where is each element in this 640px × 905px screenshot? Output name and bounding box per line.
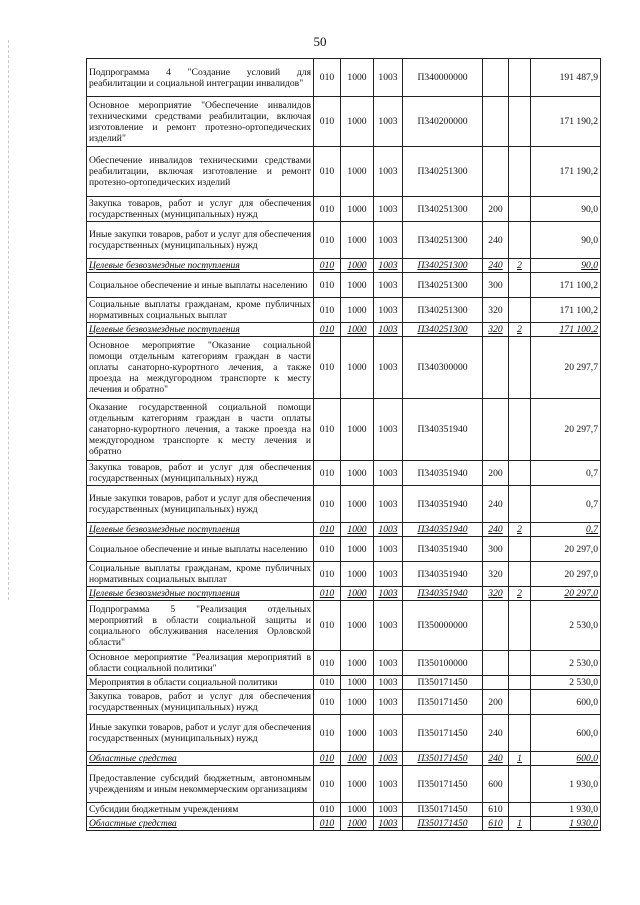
target-article-cell: П340251300: [403, 147, 483, 197]
amount-cell: 600,0: [531, 690, 601, 715]
expense-type-cell: 600: [483, 766, 509, 803]
row-name-cell: Социальные выплаты гражданам, кроме публичных нормативных социальных выплат: [87, 562, 314, 587]
funding-source-cell: 2: [509, 323, 531, 337]
expense-type-cell: [483, 59, 509, 97]
row-name-cell: Закупка товаров, работ и услуг для обеспечения государственных (муниципальных) нужд: [87, 197, 314, 222]
target-article-cell: П340251300: [403, 273, 483, 298]
table-row: [87, 59, 601, 97]
funding-source-cell: 2: [509, 259, 531, 273]
expense-type-cell: 240: [483, 715, 509, 752]
row-name-cell: Областные средства: [87, 817, 314, 831]
subsection-code-cell: 1003: [374, 298, 403, 323]
expense-type-cell: 240: [483, 523, 509, 537]
funding-source-cell: [509, 461, 531, 486]
amount-cell: 0,7: [531, 486, 601, 523]
amount-cell: 600,0: [531, 752, 601, 766]
section-code-cell: 1000: [341, 461, 374, 486]
amount-cell: 1 930,0: [531, 817, 601, 831]
target-article-cell: П340251300: [403, 222, 483, 259]
amount-cell: 20 297,7: [531, 337, 601, 399]
table-row: [87, 222, 601, 259]
funding-source-cell: [509, 337, 531, 399]
target-article-cell: П350171450: [403, 690, 483, 715]
section-code-cell: 1000: [341, 523, 374, 537]
expense-type-cell: 320: [483, 562, 509, 587]
row-name-cell: Закупка товаров, работ и услуг для обеспечения государственных (муниципальных) нужд: [87, 690, 314, 715]
table-row: [87, 715, 601, 752]
expense-type-cell: [483, 399, 509, 461]
target-article-cell: П340351940: [403, 537, 483, 562]
table-row: [87, 486, 601, 523]
table-row: [87, 337, 601, 399]
funding-source-cell: [509, 147, 531, 197]
funding-source-cell: [509, 399, 531, 461]
section-code-cell: 1000: [341, 399, 374, 461]
subsection-code-cell: 1003: [374, 273, 403, 298]
table-row: [87, 587, 601, 601]
row-name-cell: Иные закупки товаров, работ и услуг для обеспечения государственных (муниципальных) нужд: [87, 486, 314, 523]
target-article-cell: П340251300: [403, 323, 483, 337]
table-row: [87, 601, 601, 651]
subsection-code-cell: 1003: [374, 259, 403, 273]
section-code-cell: 1000: [341, 715, 374, 752]
row-name-cell: Предоставление субсидий бюджетным, автономным учреждениям и иным некоммерческим организациям: [87, 766, 314, 803]
target-article-cell: П350171450: [403, 715, 483, 752]
expense-type-cell: 320: [483, 298, 509, 323]
row-name-cell: Иные закупки товаров, работ и услуг для обеспечения государственных (муниципальных) нужд: [87, 222, 314, 259]
grbs-code-cell: 010: [314, 461, 341, 486]
amount-cell: 171 190,2: [531, 97, 601, 147]
table-row: [87, 399, 601, 461]
row-name-cell: Социальные выплаты гражданам, кроме публичных нормативных социальных выплат: [87, 298, 314, 323]
funding-source-cell: [509, 601, 531, 651]
section-code-cell: 1000: [341, 337, 374, 399]
expense-type-cell: 200: [483, 690, 509, 715]
grbs-code-cell: 010: [314, 259, 341, 273]
expense-type-cell: [483, 676, 509, 690]
binding-margin-line: [8, 40, 10, 600]
subsection-code-cell: 1003: [374, 690, 403, 715]
subsection-code-cell: 1003: [374, 676, 403, 690]
expense-type-cell: 300: [483, 537, 509, 562]
funding-source-cell: [509, 562, 531, 587]
row-name-cell: Мероприятия в области социальной политики: [87, 676, 314, 690]
table-row: [87, 817, 601, 831]
target-article-cell: П340351940: [403, 461, 483, 486]
target-article-cell: П350171450: [403, 766, 483, 803]
grbs-code-cell: 010: [314, 817, 341, 831]
funding-source-cell: [509, 537, 531, 562]
amount-cell: 2 530,0: [531, 601, 601, 651]
funding-source-cell: 1: [509, 752, 531, 766]
expense-type-cell: 320: [483, 323, 509, 337]
subsection-code-cell: 1003: [374, 59, 403, 97]
expense-type-cell: 200: [483, 197, 509, 222]
grbs-code-cell: 010: [314, 766, 341, 803]
subsection-code-cell: 1003: [374, 601, 403, 651]
amount-cell: 600,0: [531, 715, 601, 752]
grbs-code-cell: 010: [314, 715, 341, 752]
subsection-code-cell: 1003: [374, 323, 403, 337]
table-row: [87, 298, 601, 323]
amount-cell: 90,0: [531, 197, 601, 222]
section-code-cell: 1000: [341, 222, 374, 259]
expense-type-cell: 200: [483, 461, 509, 486]
subsection-code-cell: 1003: [374, 523, 403, 537]
expense-type-cell: 240: [483, 752, 509, 766]
expense-type-cell: 300: [483, 273, 509, 298]
grbs-code-cell: 010: [314, 562, 341, 587]
amount-cell: 20 297,7: [531, 399, 601, 461]
expense-type-cell: 320: [483, 587, 509, 601]
grbs-code-cell: 010: [314, 298, 341, 323]
subsection-code-cell: 1003: [374, 486, 403, 523]
section-code-cell: 1000: [341, 197, 374, 222]
expense-type-cell: [483, 97, 509, 147]
section-code-cell: 1000: [341, 59, 374, 97]
target-article-cell: П350171450: [403, 817, 483, 831]
section-code-cell: 1000: [341, 323, 374, 337]
amount-cell: 171 100,2: [531, 298, 601, 323]
grbs-code-cell: 010: [314, 222, 341, 259]
table-row: [87, 537, 601, 562]
row-name-cell: Целевые безвозмездные поступления: [87, 323, 314, 337]
funding-source-cell: 1: [509, 817, 531, 831]
row-name-cell: Подпрограмма 4 "Создание условий для реабилитации и социальной интеграции инвалидов": [87, 59, 314, 97]
grbs-code-cell: 010: [314, 803, 341, 817]
row-name-cell: Социальное обеспечение и иные выплаты населению: [87, 273, 314, 298]
grbs-code-cell: 010: [314, 273, 341, 298]
subsection-code-cell: 1003: [374, 97, 403, 147]
amount-cell: 2 530,0: [531, 676, 601, 690]
section-code-cell: 1000: [341, 273, 374, 298]
grbs-code-cell: 010: [314, 197, 341, 222]
table-row: [87, 676, 601, 690]
target-article-cell: П340000000: [403, 59, 483, 97]
funding-source-cell: [509, 715, 531, 752]
amount-cell: 20 297,0: [531, 562, 601, 587]
subsection-code-cell: 1003: [374, 461, 403, 486]
row-name-cell: Основное мероприятие "Оказание социальной помощи отдельным категориям граждан в части оплаты санаторно-курортного лечения, а также проезда на междугородном транспорте к месту лечения и обратно": [87, 337, 314, 399]
subsection-code-cell: 1003: [374, 147, 403, 197]
section-code-cell: 1000: [341, 817, 374, 831]
section-code-cell: 1000: [341, 562, 374, 587]
row-name-cell: Социальное обеспечение и иные выплаты населению: [87, 537, 314, 562]
funding-source-cell: [509, 766, 531, 803]
amount-cell: 20 297,0: [531, 537, 601, 562]
amount-cell: 191 487,9: [531, 59, 601, 97]
amount-cell: 20 297,0: [531, 587, 601, 601]
funding-source-cell: [509, 486, 531, 523]
expense-type-cell: [483, 601, 509, 651]
grbs-code-cell: 010: [314, 676, 341, 690]
amount-cell: 1 930,0: [531, 766, 601, 803]
expense-type-cell: 610: [483, 803, 509, 817]
grbs-code-cell: 010: [314, 752, 341, 766]
budget-table-body: [87, 59, 601, 831]
target-article-cell: П350171450: [403, 752, 483, 766]
funding-source-cell: [509, 97, 531, 147]
row-name-cell: Целевые безвозмездные поступления: [87, 587, 314, 601]
subsection-code-cell: 1003: [374, 562, 403, 587]
table-row: [87, 651, 601, 676]
page-number: 50: [313, 34, 327, 49]
funding-source-cell: [509, 197, 531, 222]
amount-cell: 1 930,0: [531, 803, 601, 817]
funding-source-cell: 2: [509, 587, 531, 601]
row-name-cell: Целевые безвозмездные поступления: [87, 523, 314, 537]
table-row: [87, 259, 601, 273]
section-code-cell: 1000: [341, 97, 374, 147]
target-article-cell: П340351940: [403, 562, 483, 587]
target-article-cell: П340251300: [403, 298, 483, 323]
grbs-code-cell: 010: [314, 337, 341, 399]
funding-source-cell: [509, 803, 531, 817]
target-article-cell: П340300000: [403, 337, 483, 399]
expense-type-cell: 240: [483, 486, 509, 523]
section-code-cell: 1000: [341, 259, 374, 273]
target-article-cell: П340200000: [403, 97, 483, 147]
target-article-cell: П340351940: [403, 399, 483, 461]
grbs-code-cell: 010: [314, 587, 341, 601]
target-article-cell: П350100000: [403, 651, 483, 676]
table-row: [87, 461, 601, 486]
subsection-code-cell: 1003: [374, 803, 403, 817]
table-row: [87, 803, 601, 817]
target-article-cell: П340251300: [403, 197, 483, 222]
target-article-cell: П340251300: [403, 259, 483, 273]
section-code-cell: 1000: [341, 537, 374, 562]
subsection-code-cell: 1003: [374, 222, 403, 259]
expense-type-cell: [483, 651, 509, 676]
grbs-code-cell: 010: [314, 59, 341, 97]
grbs-code-cell: 010: [314, 147, 341, 197]
section-code-cell: 1000: [341, 298, 374, 323]
target-article-cell: П340351940: [403, 486, 483, 523]
table-row: [87, 97, 601, 147]
funding-source-cell: [509, 676, 531, 690]
grbs-code-cell: 010: [314, 601, 341, 651]
subsection-code-cell: 1003: [374, 817, 403, 831]
budget-table: [86, 58, 601, 831]
subsection-code-cell: 1003: [374, 766, 403, 803]
funding-source-cell: [509, 298, 531, 323]
target-article-cell: П350000000: [403, 601, 483, 651]
subsection-code-cell: 1003: [374, 651, 403, 676]
grbs-code-cell: 010: [314, 537, 341, 562]
target-article-cell: П340351940: [403, 587, 483, 601]
table-row: [87, 323, 601, 337]
amount-cell: 90,0: [531, 259, 601, 273]
amount-cell: 171 190,2: [531, 147, 601, 197]
table-row: [87, 523, 601, 537]
section-code-cell: 1000: [341, 690, 374, 715]
funding-source-cell: [509, 59, 531, 97]
funding-source-cell: [509, 273, 531, 298]
table-row: [87, 690, 601, 715]
grbs-code-cell: 010: [314, 651, 341, 676]
target-article-cell: П350171450: [403, 803, 483, 817]
grbs-code-cell: 010: [314, 486, 341, 523]
subsection-code-cell: 1003: [374, 337, 403, 399]
section-code-cell: 1000: [341, 766, 374, 803]
subsection-code-cell: 1003: [374, 715, 403, 752]
amount-cell: 0,7: [531, 523, 601, 537]
amount-cell: 90,0: [531, 222, 601, 259]
row-name-cell: Основное мероприятие "Обеспечение инвалидов техническими средствами реабилитации, включая изготовление и ремонт протезно-ортопедических изделий": [87, 97, 314, 147]
section-code-cell: 1000: [341, 486, 374, 523]
section-code-cell: 1000: [341, 601, 374, 651]
row-name-cell: Закупка товаров, работ и услуг для обеспечения государственных (муниципальных) нужд: [87, 461, 314, 486]
row-name-cell: Оказание государственной социальной помощи отдельным категориям граждан в части оплаты санаторно-курортного лечения, а также проезда на междугородном транспорте к месту лечения и обратно: [87, 399, 314, 461]
table-row: [87, 197, 601, 222]
target-article-cell: П350171450: [403, 676, 483, 690]
section-code-cell: 1000: [341, 587, 374, 601]
row-name-cell: Основное мероприятие "Реализация мероприятий в области социальной политики": [87, 651, 314, 676]
subsection-code-cell: 1003: [374, 537, 403, 562]
table-row: [87, 147, 601, 197]
subsection-code-cell: 1003: [374, 752, 403, 766]
table-row: [87, 273, 601, 298]
section-code-cell: 1000: [341, 676, 374, 690]
grbs-code-cell: 010: [314, 97, 341, 147]
expense-type-cell: 240: [483, 222, 509, 259]
row-name-cell: Субсидии бюджетным учреждениям: [87, 803, 314, 817]
funding-source-cell: [509, 222, 531, 259]
table-row: [87, 752, 601, 766]
row-name-cell: Областные средства: [87, 752, 314, 766]
table-row: [87, 766, 601, 803]
row-name-cell: Обеспечение инвалидов техническими средствами реабилитации, включая изготовление и ремонт протезно-ортопедических изделий: [87, 147, 314, 197]
section-code-cell: 1000: [341, 803, 374, 817]
section-code-cell: 1000: [341, 651, 374, 676]
expense-type-cell: 240: [483, 259, 509, 273]
amount-cell: 2 530,0: [531, 651, 601, 676]
funding-source-cell: [509, 651, 531, 676]
table-row: [87, 562, 601, 587]
subsection-code-cell: 1003: [374, 587, 403, 601]
funding-source-cell: [509, 690, 531, 715]
grbs-code-cell: 010: [314, 523, 341, 537]
expense-type-cell: [483, 337, 509, 399]
section-code-cell: 1000: [341, 147, 374, 197]
subsection-code-cell: 1003: [374, 399, 403, 461]
amount-cell: 171 100,2: [531, 273, 601, 298]
grbs-code-cell: 010: [314, 399, 341, 461]
row-name-cell: Целевые безвозмездные поступления: [87, 259, 314, 273]
grbs-code-cell: 010: [314, 690, 341, 715]
expense-type-cell: [483, 147, 509, 197]
amount-cell: 0,7: [531, 461, 601, 486]
row-name-cell: Подпрограмма 5 "Реализация отдельных мероприятий в области социальной защиты и социального обслуживания населения Орловской области": [87, 601, 314, 651]
row-name-cell: Иные закупки товаров, работ и услуг для обеспечения государственных (муниципальных) нужд: [87, 715, 314, 752]
section-code-cell: 1000: [341, 752, 374, 766]
grbs-code-cell: 010: [314, 323, 341, 337]
target-article-cell: П340351940: [403, 523, 483, 537]
expense-type-cell: 610: [483, 817, 509, 831]
subsection-code-cell: 1003: [374, 197, 403, 222]
funding-source-cell: 2: [509, 523, 531, 537]
amount-cell: 171 100,2: [531, 323, 601, 337]
